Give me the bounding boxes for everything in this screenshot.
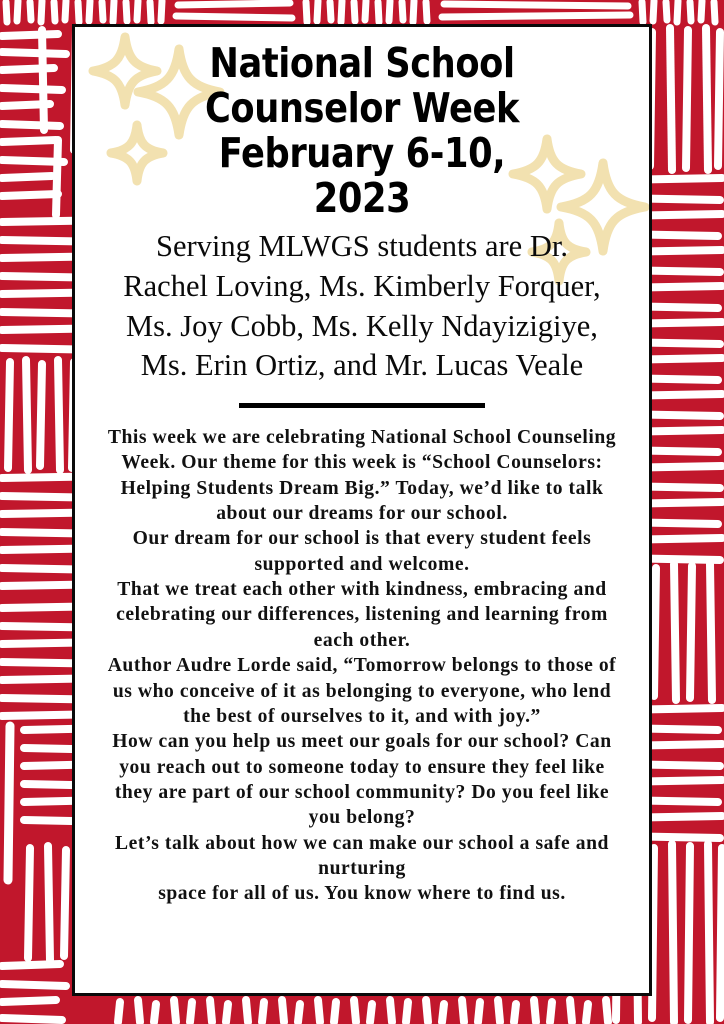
- divider-wrap: [75, 395, 649, 413]
- body-paragraph: That we treat each other with kindness, embracing and celebrating our differences, listening and learning from each other.: [116, 579, 608, 651]
- title-line-3: February 6-10,: [218, 129, 506, 178]
- poster-card: [72, 24, 652, 996]
- section-divider: [239, 403, 485, 408]
- body-paragraph: Let’s talk about how we can make our school a safe and nurturing: [115, 832, 609, 880]
- body-paragraph: Author Audre Lorde said, “Tomorrow belongs to those of us who conceive of it as belonging to everyone, who lend the best of ourselves to it, and with joy.”: [107, 655, 617, 727]
- page-title: [115, 27, 609, 221]
- body-copy: [75, 413, 649, 907]
- body-paragraph: This week we are celebrating National School Counseling Week. Our theme for this week is “School Counselors: Helping Students Dream Big.” Today, we’d like to talk about our dreams for our school.: [107, 426, 617, 525]
- body-paragraph: space for all of us. You know where to find us.: [158, 883, 566, 905]
- title-line-1: National School: [209, 39, 515, 87]
- title-line-4: 2023: [313, 174, 411, 223]
- counselor-names: Serving MLWGS students are Dr. Rachel Loving, Ms. Kimberly Forquer, Ms. Joy Cobb, Ms. Kelly Ndayizigiye, Ms. Erin Ortiz, and Mr. Lucas Veale: [123, 229, 601, 383]
- body-paragraph: How can you help us meet our goals for our school? Can you reach out to someone today to ensure they feel like they are part of our school community? Do you feel like you belong?: [112, 731, 612, 829]
- title-line-2: Counselor Week: [204, 84, 520, 133]
- poster-content: [75, 27, 649, 907]
- body-paragraph: Our dream for our school is that every student feels supported and welcome.: [132, 528, 592, 575]
